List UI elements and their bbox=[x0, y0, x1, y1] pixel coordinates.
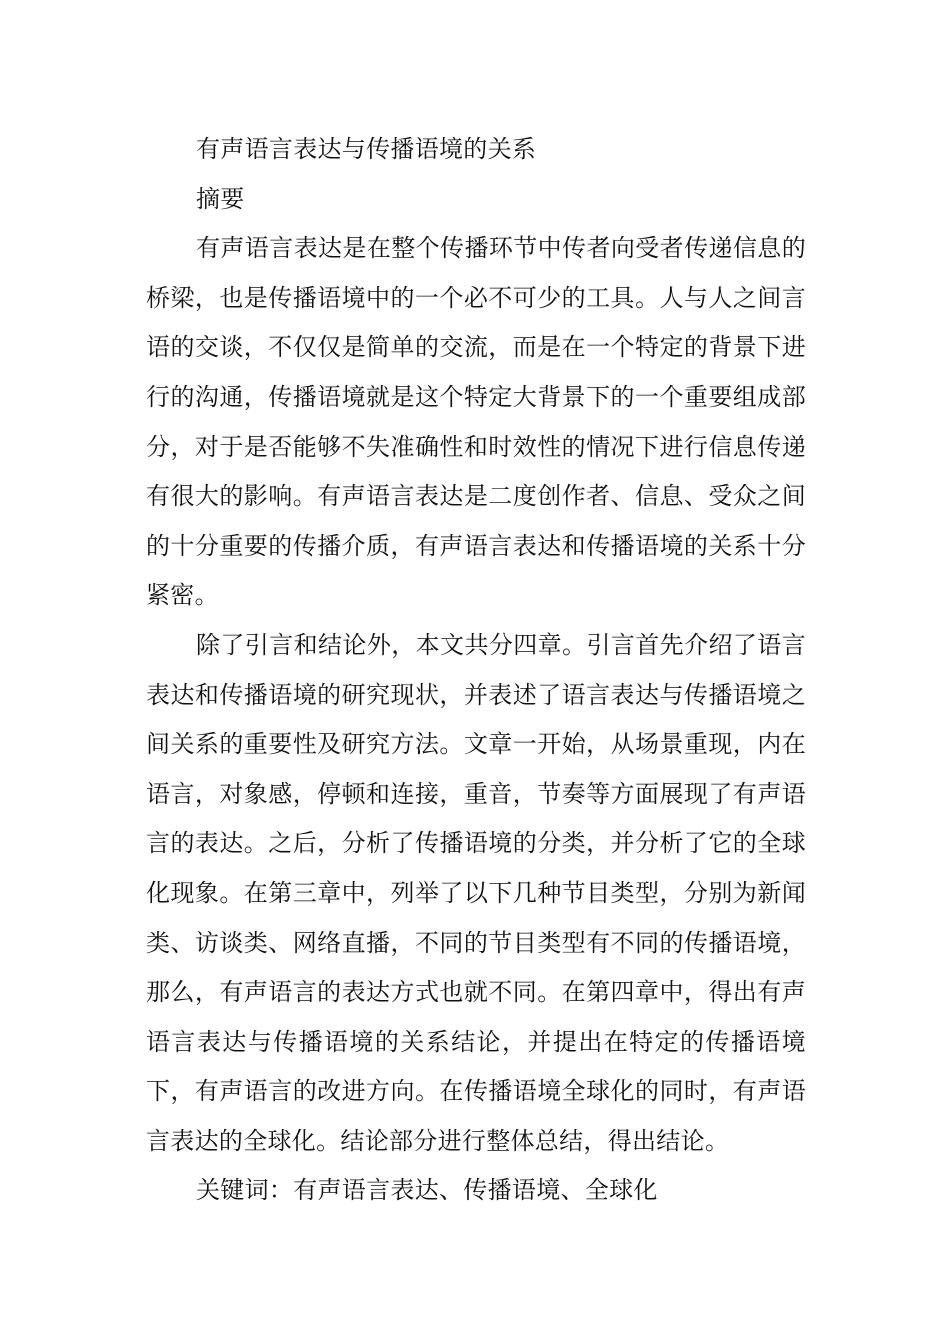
abstract-heading: 摘要 bbox=[196, 184, 245, 213]
abstract-paragraph-2: 除了引言和结论外，本文共分四章。引言首先介绍了语言表达和传播语境的研究现状，并表述了语言表达与传播语境之间关系的重要性及研究方法。文章一开始，从场景重现，内在语言，对象感，停顿和连接，重音，节奏等方面展现了有声语言的表达。之后，分析了传播语境的分类，并分析了它的全球化现象。在第三章中，列举了以下几种节目类型，分别为新闻类、访谈类、网络直播，不同的节目类型有不同的传播语境，那么，有声语言的表达方式也就不同。在第四章中，得出有声语言表达与传播语境的关系结论，并提出在特定的传播语境下，有声语言的改进方向。在传播语境全球化的同时，有声语言表达的全球化。结论部分进行整体总结，得出结论。 bbox=[146, 630, 806, 1155]
keywords-line: 关键词：有声语言表达、传播语境、全球化 bbox=[196, 1176, 658, 1205]
abstract-paragraph-1: 有声语言表达是在整个传播环节中传者向受者传递信息的桥梁，也是传播语境中的一个必不可少的工具。人与人之间言语的交谈，不仅仅是简单的交流，而是在一个特定的背景下进行的沟通，传播语境就是这个特定大背景下的一个重要组成部分，对于是否能够不失准确性和时效性的情况下进行信息传递有很大的影响。有声语言表达是二度创作者、信息、受众之间的十分重要的传播介质，有声语言表达和传播语境的关系十分紧密。 bbox=[146, 234, 806, 610]
document-title: 有声语言表达与传播语境的关系 bbox=[196, 135, 537, 163]
document-body bbox=[146, 125, 806, 1216]
